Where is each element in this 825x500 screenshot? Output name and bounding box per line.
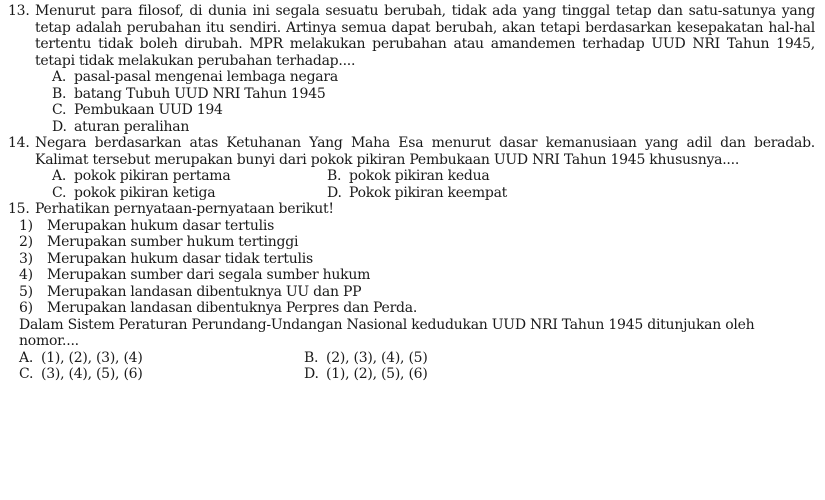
option-text: (3), (4), (5), (6) <box>41 366 143 382</box>
option-a[interactable] <box>52 168 327 185</box>
question-number: 15. <box>8 201 30 217</box>
statement-item <box>8 267 817 284</box>
option-letter: D. <box>52 118 67 135</box>
statement-number: 1) <box>19 217 33 234</box>
option-letter: C. <box>52 102 67 118</box>
option-letter: B. <box>304 349 319 366</box>
option-letter: A. <box>52 69 67 85</box>
statement-text: Merupakan landasan dibentuknya UU dan PP <box>47 283 362 300</box>
statement-text: Merupakan landasan dibentuknya Perpres dan Perda. <box>47 300 418 316</box>
option-text: Pokok pikiran keempat <box>349 184 508 201</box>
option-letter: A. <box>52 168 67 184</box>
option-a[interactable] <box>35 69 815 86</box>
option-b[interactable] <box>35 86 815 103</box>
statement-number: 5) <box>19 283 33 300</box>
question-stem: Perhatikan pernyataan-pernyataan berikut! <box>35 201 334 217</box>
option-d[interactable] <box>327 185 602 202</box>
statement-text: Merupakan hukum dasar tertulis <box>47 217 275 234</box>
option-letter: D. <box>304 366 319 382</box>
answer-options <box>35 168 815 201</box>
statement-list <box>8 218 817 317</box>
option-b[interactable] <box>304 350 589 367</box>
option-letter: B. <box>327 168 342 184</box>
option-d[interactable] <box>35 119 815 136</box>
question-15 <box>8 201 817 218</box>
question-14 <box>8 135 817 201</box>
option-text: pokok pikiran ketiga <box>74 184 216 201</box>
statement-number: 4) <box>19 267 33 283</box>
question-closing: Dalam Sistem Peraturan Perundang-Undangan Nasional kedudukan UUD NRI Tahun 1945 ditunjukan oleh nomor.... <box>19 316 755 349</box>
option-text: (1), (2), (5), (6) <box>326 366 428 382</box>
option-text: Pembukaan UUD 194 <box>74 102 223 118</box>
option-letter: A. <box>19 349 34 366</box>
option-text: batang Tubuh UUD NRI Tahun 1945 <box>74 85 326 102</box>
statement-number: 3) <box>19 250 33 267</box>
option-c[interactable] <box>35 102 815 119</box>
option-d[interactable] <box>304 366 589 383</box>
option-letter: C. <box>19 366 34 382</box>
question-number: 13. <box>8 3 30 19</box>
option-text: (1), (2), (3), (4) <box>41 349 143 366</box>
question-body <box>35 201 817 218</box>
option-letter: B. <box>52 85 67 102</box>
answer-options <box>35 69 815 135</box>
option-text: pasal-pasal mengenai lembaga negara <box>74 69 338 85</box>
question-stem: Menurut para filosof, di dunia ini segala sesuatu berubah, tidak ada yang tinggal tetap dan satu-satunya yang tetap adalah perubahan itu sendiri. Artinya semua dapat berubah, akan tetapi berdasarkan kesepakatan hal-hal tertentu tidak boleh dirubah. MPR melakukan perubahan atau amandemen terhadap UUD NRI Tahun 1945, tetapi tidak melakukan perubahan terhadap.... <box>35 3 815 69</box>
option-b[interactable] <box>327 168 602 185</box>
option-text: (2), (3), (4), (5) <box>326 349 428 366</box>
statement-text: Merupakan sumber hukum tertinggi <box>47 234 299 250</box>
statement-item <box>8 234 817 251</box>
question-body <box>35 135 817 201</box>
statement-item <box>8 251 817 268</box>
statement-number: 6) <box>19 300 33 316</box>
option-text: aturan peralihan <box>74 118 190 135</box>
answer-options <box>8 350 817 383</box>
statement-text: Merupakan sumber dari segala sumber hukum <box>47 267 371 283</box>
statement-number: 2) <box>19 234 33 250</box>
statement-item <box>8 284 817 301</box>
statement-item <box>8 300 817 317</box>
question-stem: Negara berdasarkan atas Ketuhanan Yang Maha Esa menurut dasar kemanusiaan yang adil dan beradab. Kalimat tersebut merupakan bunyi dari pokok pikiran Pembukaan UUD NRI Tahun 1945 khususnya.... <box>35 135 815 168</box>
question-13 <box>8 3 817 135</box>
statement-item <box>8 218 817 235</box>
question-number: 14. <box>8 135 30 151</box>
option-a[interactable] <box>19 350 304 367</box>
option-letter: C. <box>52 184 67 201</box>
question-body <box>35 3 817 135</box>
statement-text: Merupakan hukum dasar tidak tertulis <box>47 250 313 267</box>
option-c[interactable] <box>19 366 304 383</box>
option-text: pokok pikiran kedua <box>349 168 490 184</box>
option-c[interactable] <box>52 185 327 202</box>
option-text: pokok pikiran pertama <box>74 168 231 184</box>
option-letter: D. <box>327 184 342 201</box>
